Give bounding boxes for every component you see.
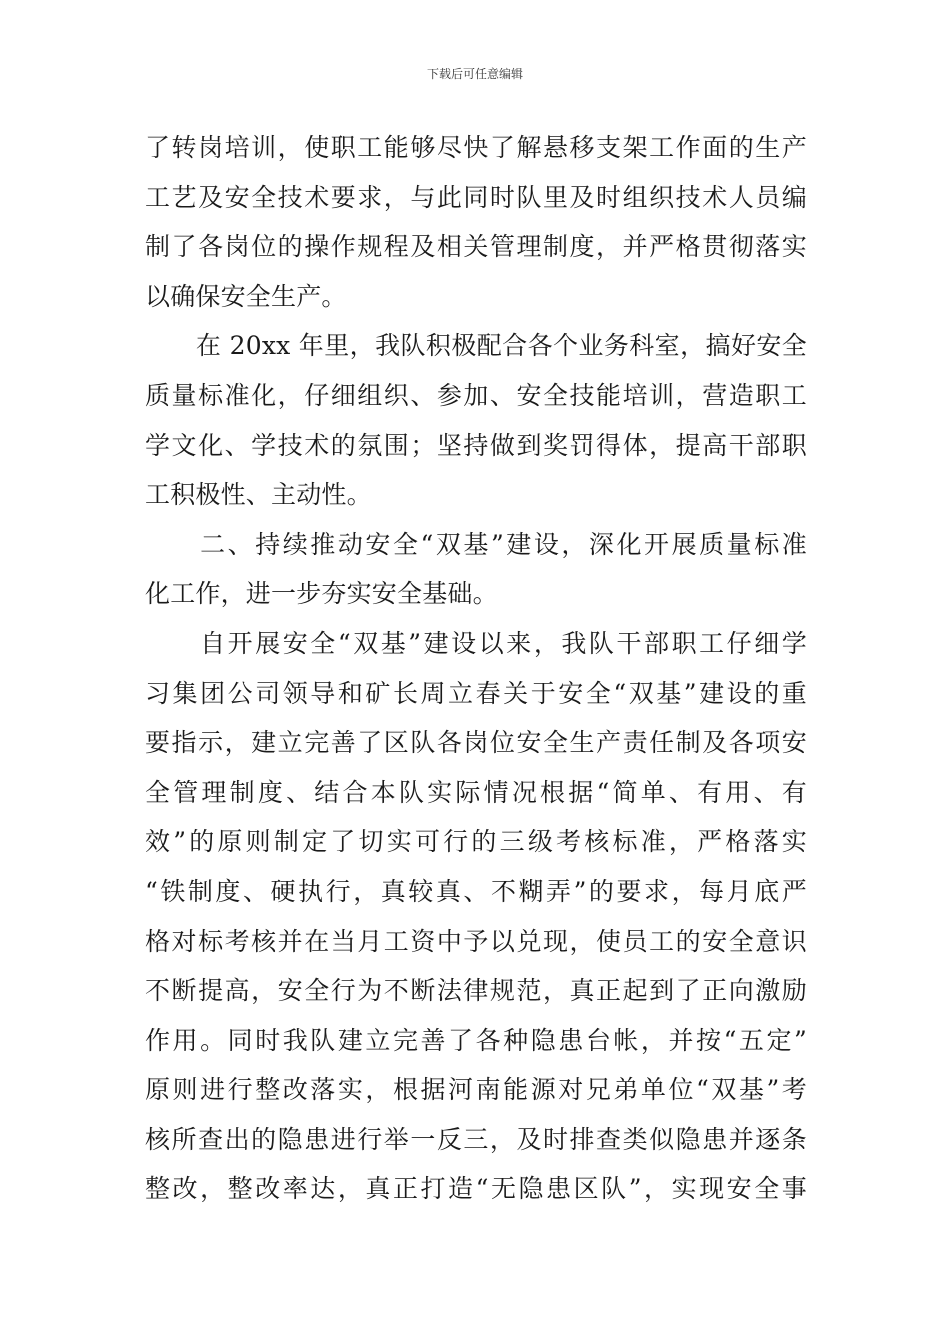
text-line: 工艺及安全技术要求，与此同时队里及时组织技术人员编 bbox=[145, 182, 807, 212]
text-line: 制了各岗位的操作规程及相关管理制度，并严格贯彻落实 bbox=[145, 232, 807, 262]
text-line: “铁制度、硬执行，真较真、不糊弄”的要求，每月底严 bbox=[145, 876, 807, 906]
text-line: 习集团公司领导和矿长周立春关于安全“双基”建设的重 bbox=[145, 678, 807, 708]
header-note: 下载后可任意编辑 bbox=[426, 67, 523, 81]
text-line: 作用。同时我队建立完善了各种隐患台帐，并按“五定” bbox=[145, 1025, 807, 1055]
text-line: 工积极性、主动性。 bbox=[145, 480, 372, 510]
text-line: 核所查出的隐患进行举一反三，及时排查类似隐患并逐条 bbox=[145, 1124, 807, 1154]
text-line: 学文化、学技术的氛围；坚持做到奖罚得体，提高干部职 bbox=[145, 430, 807, 460]
text-line: 不断提高，安全行为不断法律规范，真正起到了正向激励 bbox=[145, 976, 807, 1006]
text-line: 化工作，进一步夯实安全基础。 bbox=[145, 579, 498, 609]
text-line: 自开展安全“双基”建设以来，我队干部职工仔细学 bbox=[145, 628, 807, 658]
text-line: 二、持续推动安全“双基”建设，深化开展质量标准 bbox=[145, 529, 807, 559]
text-line: 了转岗培训，使职工能够尽快了解悬移支架工作面的生产 bbox=[145, 133, 807, 162]
text-line: 在 20xx 年里，我队积极配合各个业务科室，搞好安全 bbox=[145, 331, 807, 361]
text-line: 效”的原则制定了切实可行的三级考核标准，严格落实 bbox=[145, 827, 807, 857]
paragraph-3-heading bbox=[145, 520, 807, 619]
text-line: 以确保安全生产。 bbox=[145, 281, 347, 311]
text-line: 原则进行整改落实，根据河南能源对兄弟单位“双基”考 bbox=[145, 1075, 807, 1105]
paragraph-1 bbox=[145, 123, 807, 321]
text-line: 整改，整改率达，真正打造“无隐患区队”，实现安全事 bbox=[145, 1174, 807, 1204]
text-line: 格对标考核并在当月工资中予以兑现，使员工的安全意识 bbox=[145, 926, 807, 956]
text-line: 全管理制度、结合本队实际情况根据“简单、有用、有 bbox=[145, 777, 807, 807]
document-body bbox=[145, 123, 807, 1214]
paragraph-4 bbox=[145, 619, 807, 1214]
text-line: 要指示，建立完善了区队各岗位安全生产责任制及各项安 bbox=[145, 728, 807, 758]
paragraph-2 bbox=[145, 321, 807, 519]
text-line: 质量标准化，仔细组织、参加、安全技能培训，营造职工 bbox=[145, 380, 807, 410]
